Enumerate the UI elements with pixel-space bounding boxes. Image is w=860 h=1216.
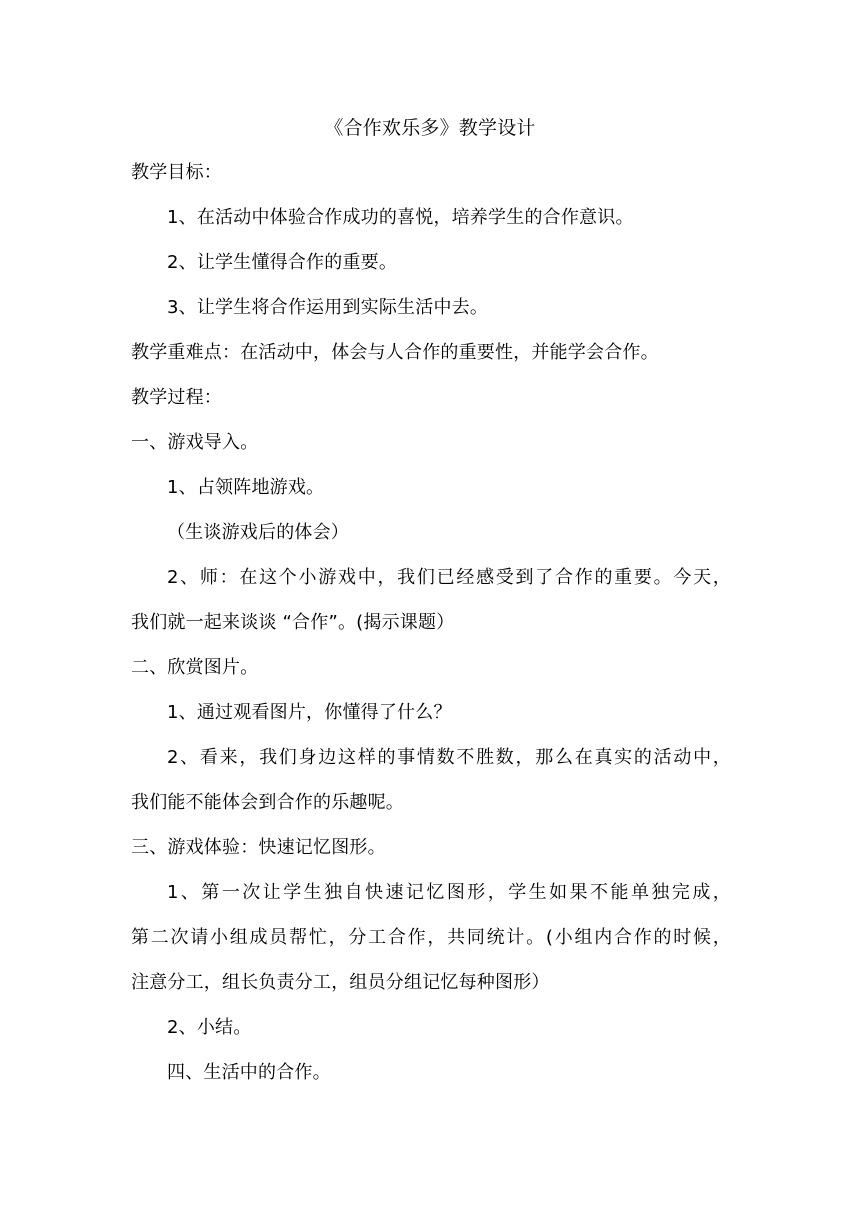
step-heading-1: 一、游戏导入。 — [131, 432, 259, 453]
step-heading-4: 四、生活中的合作。 — [167, 1062, 331, 1083]
step-3-item-1-cont-2: 注意分工，组长负责分工，组员分组记忆每种图形） — [131, 972, 550, 993]
step-3-item-1: 1、第一次让学生独自快速记忆图形，学生如果不能单独完成， — [167, 882, 731, 903]
goal-item-1: 1、在活动中体验合作成功的喜悦，培养学生的合作意识。 — [167, 207, 634, 228]
document-title: 《合作欢乐多》教学设计 — [324, 117, 536, 139]
step-1-item-2: 2、师：在这个小游戏中，我们已经感受到了合作的重要。今天， — [167, 567, 731, 588]
step-1-item-2-cont: 我们就一起来谈谈 “合作”。(揭示课题） — [131, 612, 455, 633]
section-heading-process: 教学过程： — [131, 387, 222, 408]
step-1-item-1: 1、占领阵地游戏。 — [167, 477, 325, 498]
step-2-item-1: 1、通过观看图片，你懂得了什么？ — [167, 702, 452, 723]
step-heading-3: 三、游戏体验：快速记忆图形。 — [131, 837, 386, 858]
key-points: 教学重难点：在活动中，体会与人合作的重要性，并能学会合作。 — [131, 342, 659, 363]
section-heading-goals: 教学目标： — [131, 162, 222, 183]
goal-item-3: 3、让学生将合作运用到实际生活中去。 — [167, 297, 489, 318]
step-2-item-2-cont: 我们能不能体会到合作的乐趣呢。 — [131, 792, 404, 813]
step-3-item-1-cont: 第二次请小组成员帮忙，分工合作，共同统计。(小组内合作的时候， — [131, 927, 731, 948]
step-3-item-2: 2、小结。 — [167, 1017, 252, 1038]
goal-item-2: 2、让学生懂得合作的重要。 — [167, 252, 398, 273]
step-1-note: （生谈游戏后的体会） — [167, 522, 349, 543]
step-heading-2: 二、欣赏图片。 — [131, 657, 259, 678]
step-2-item-2: 2、看来，我们身边这样的事情数不胜数，那么在真实的活动中， — [167, 747, 731, 768]
